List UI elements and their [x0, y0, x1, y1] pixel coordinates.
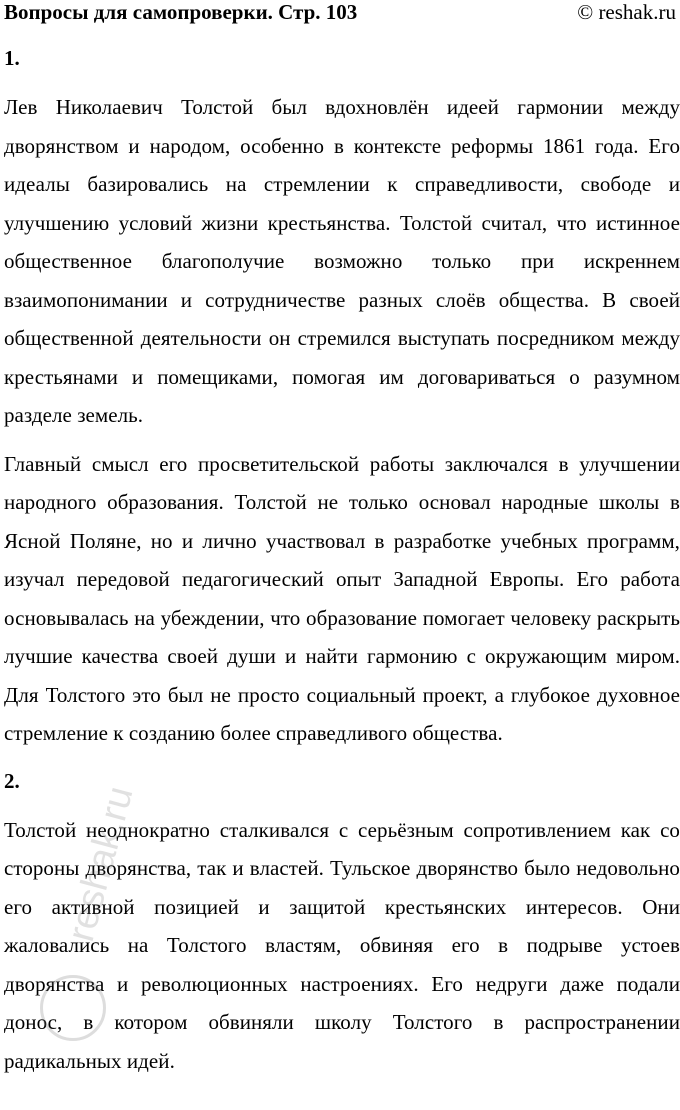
page-title: Вопросы для самопроверки. Стр. 103	[4, 0, 358, 24]
document-body	[4, 36, 680, 1090]
page-header	[4, 0, 676, 30]
site-credit: © reshak.ru	[577, 0, 676, 24]
answer-1-paragraph-1: Лев Николаевич Толстой был вдохновлён идеей гармонии между дворянством и народом, особенно в контексте реформы 1861 года. Его идеалы базировались на стремлении к справедливости, свободе и улучшению условий жизни крестьянства. Толстой считал, что истинное общественное благополучие возможно только при искреннем взаимопонимании и сотрудничестве разных слоёв общества. В своей общественной деятельности он стремился выступать посредником между крестьянами и помещиками, помогая им договариваться о разумном разделе земель.	[4, 95, 680, 427]
watermark-logo: reshak.ru	[60, 781, 142, 946]
question-number-2: 2.	[4, 768, 20, 793]
answer-1-paragraph-2: Главный смысл его просветительской работы заключался в улучшении народного образования. Толстой не только основал народные школы в Ясной Поляне, но и лично участвовал в разработке учебных программ, изучал передовой педагогический опыт Западной Европы. Его работа основывалась на убеждении, что образование помогает человеку раскрыть лучшие качества своей души и найти гармонию с окружающим миром. Для Толстого это был не просто социальный проект, а глубокое духовное стремление к созданию более справедливого общества.	[4, 451, 680, 745]
answer-2-paragraph-1: Толстой неоднократно сталкивался с серьёзным сопротивлением как со стороны дворянства, так и властей. Тульское дворянство было недовольно его активной позицией и защитой крестьянских интересов. Они жаловались на Толстого властям, обвиняя его в подрыве устоев дворянства и революционных настроениях. Его недруги даже подали донос, в котором обвиняли школу Толстого в распространении радикальных идей.	[4, 817, 680, 1073]
question-number-1: 1.	[4, 46, 20, 70]
